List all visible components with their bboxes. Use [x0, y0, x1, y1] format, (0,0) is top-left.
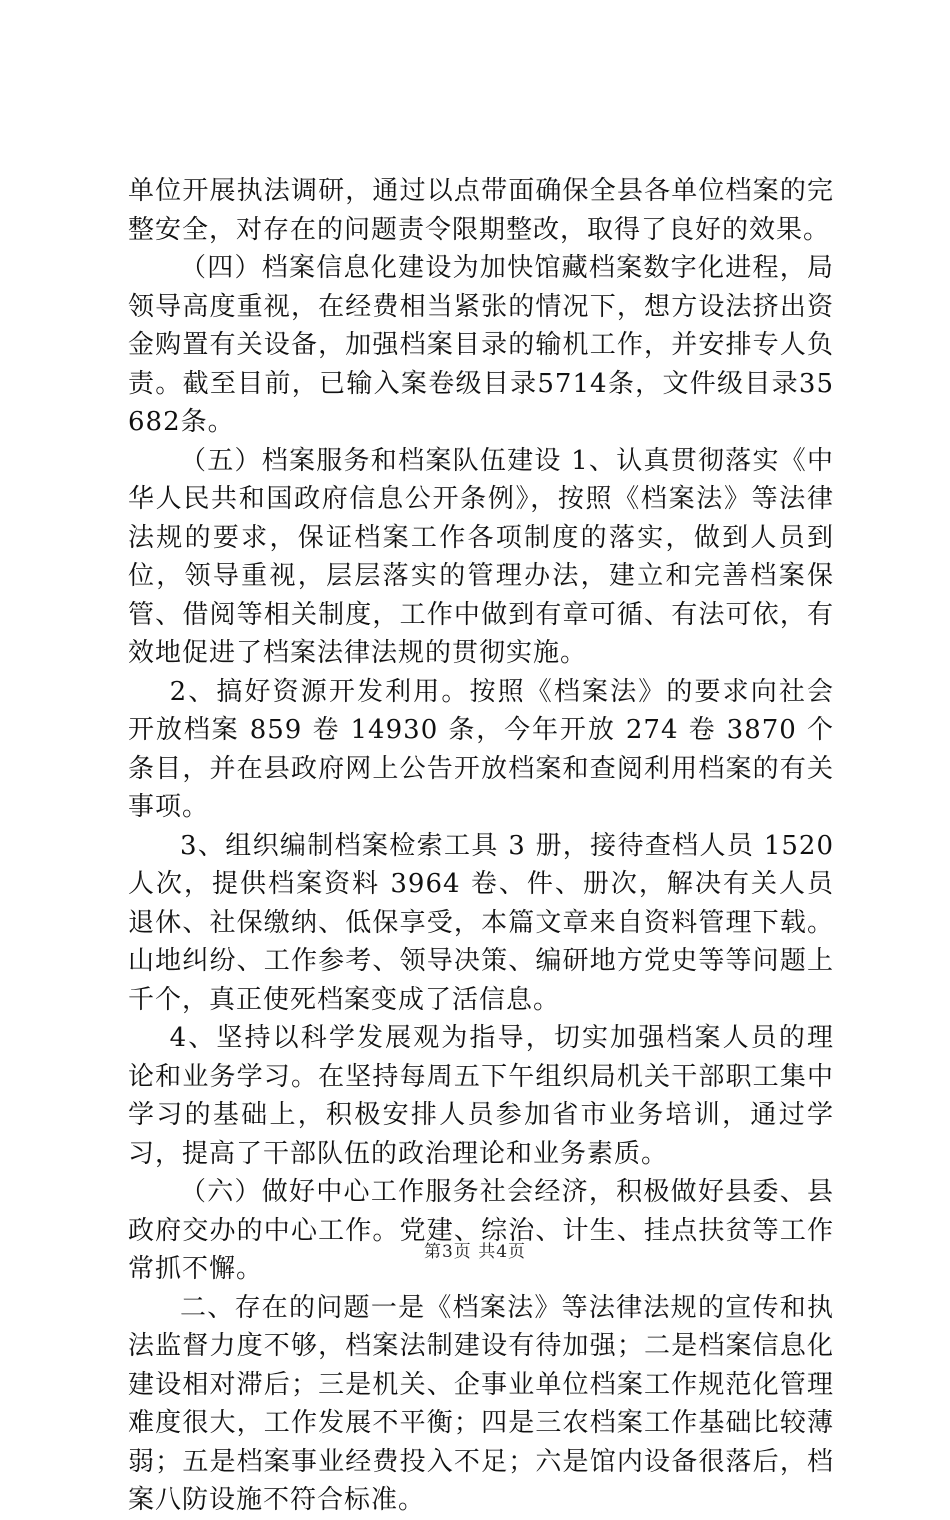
paragraph-6: 4、坚持以科学发展观为指导，切实加强档案人员的理论和业务学习。在坚持每周五下午组织局机关干部职工集中学习的基础上，积极安排人员参加省市业务培训，通过学习，提高了干部队伍的政治理论和业务素质。	[128, 1023, 834, 1169]
paragraph-1: 单位开展执法调研，通过以点带面确保全县各单位档案的完整安全，对存在的问题责令限期整改，取得了良好的效果。	[128, 176, 834, 245]
paragraph-4: 2、搞好资源开发利用。按照《档案法》的要求向社会开放档案 859 卷 14930 条，今年开放 274 卷 3870 个条目，并在县政府网上公告开放档案和查阅利用档案的有关事项。	[128, 676, 834, 822]
paragraph-5: 3、组织编制档案检索工具 3 册，接待查档人员 1520 人次，提供档案资料 3964 卷、件、册次，解决有关人员退休、社保缴纳、低保享受，本篇文章来自资料管理下载。山地纠纷、工作参考、领导决策、编研地方党史等等问题上千个，真正使死档案变成了活信息。	[128, 830, 834, 1015]
paragraph-7: （六）做好中心工作服务社会经济，积极做好县委、县政府交办的中心工作。党建、综治、计生、挂点扶贫等工作常抓不懈。	[128, 1177, 834, 1284]
paragraph-2: （四）档案信息化建设为加快馆藏档案数字化进程，局领导高度重视，在经费相当紧张的情况下，想方设法挤出资金购置有关设备，加强档案目录的输机工作，并安排专人负责。截至目前，已输入案卷级目录5714条，文件级目录35682条。	[128, 253, 834, 437]
page-footer: 第3页 共4页	[423, 1242, 527, 1262]
document-body	[128, 172, 834, 1520]
paragraph-3: （五）档案服务和档案队伍建设 1、认真贯彻落实《中华人民共和国政府信息公开条例》，按照《档案法》等法律法规的要求，保证档案工作各项制度的落实，做到人员到位，领导重视，层层落实的管理办法，建立和完善档案保管、借阅等相关制度，工作中做到有章可循、有法可依，有效地促进了档案法律法规的贯彻实施。	[128, 445, 834, 668]
paragraph-8: 二、存在的问题一是《档案法》等法律法规的宣传和执法监督力度不够，档案法制建设有待加强；二是档案信息化建设相对滞后；三是机关、企事业单位档案工作规范化管理难度很大，工作发展不平衡；四是三农档案工作基础比较薄弱；五是档案事业经费投入不足；六是馆内设备很落后，档案八防设施不符合标准。	[128, 1292, 834, 1515]
